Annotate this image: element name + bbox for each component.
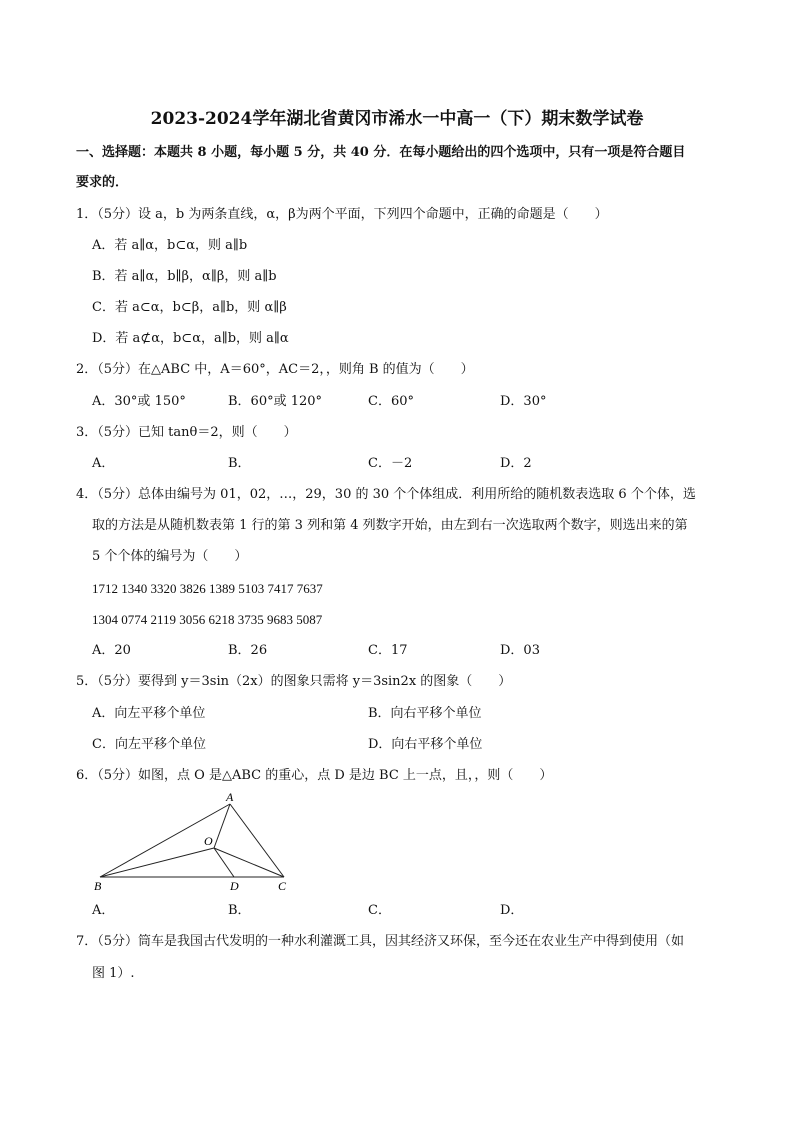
question-6-option-d: D． <box>500 903 524 918</box>
question-5-option-b: B．向右平移个单位 <box>368 706 482 721</box>
question-3-option-a: A． <box>92 456 115 471</box>
question-3-option-b: B． <box>228 456 251 471</box>
question-2-option-a: A．30°或 150° <box>92 394 186 409</box>
question-4-option-c: C．17 <box>368 643 408 658</box>
question-2-option-c: C．60° <box>368 394 414 409</box>
question-4-stem: 4．（5分）总体由编号为 01，02，…，29，30 的 30 个个体组成．利用所给的随机数表选取 6 个个体，选 <box>76 487 696 502</box>
question-4-option-d: D．03 <box>500 643 540 658</box>
question-7-stem: 7．（5分）筒车是我国古代发明的一种水利灌溉工具，因其经济又环保，至今还在农业生产中得到使用（如 <box>76 934 685 949</box>
question-6-option-b: B． <box>228 903 251 918</box>
question-5-option-d: D．向右平移个单位 <box>368 737 483 752</box>
label-point-a: A <box>226 790 234 804</box>
question-2-option-b: B．60°或 120° <box>228 394 323 409</box>
question-7-stem-cont: 图 1）. <box>92 966 135 981</box>
question-6-option-a: A． <box>92 903 115 918</box>
question-4-option-a: A．20 <box>92 643 131 658</box>
question-6-option-c: C． <box>368 903 391 918</box>
page-title: 2023-2024学年湖北省黄冈市浠水一中高一（下）期末数学试卷 <box>150 109 644 129</box>
question-2-stem: 2．（5分）在△ABC 中，A＝60°，AC＝2，，则角 B 的值为（ ） <box>76 362 474 377</box>
label-point-o: O <box>204 834 213 848</box>
segment-bo <box>100 848 214 877</box>
label-point-c: C <box>278 879 287 893</box>
label-point-d: D <box>230 879 239 893</box>
question-5-option-c: C．向左平移个单位 <box>92 737 206 752</box>
question-3-option-c: C．－2 <box>368 456 413 471</box>
question-3-stem: 3．（5分）已知 tanθ＝2，则（ ） <box>76 425 297 440</box>
section-instructions: 一、选择题：本题共 8 小题，每小题 5 分，共 40 分．在每小题给出的四个选项中，只有一项是符合题目 <box>76 145 686 160</box>
random-number-row-1: 1712 1340 3320 3826 1389 5103 7417 7637 <box>92 581 323 596</box>
question-4-option-b: B．26 <box>228 643 268 658</box>
question-1-stem: 1．（5分）设 a，b 为两条直线，α，β为两个平面，下列四个命题中，正确的命题是（ ） <box>76 207 608 222</box>
question-2-option-d: D．30° <box>500 394 547 409</box>
section-instructions-cont: 要求的． <box>76 175 129 190</box>
question-3-option-d: D．2 <box>500 456 532 471</box>
question-4-stem-cont2: 5 个个体的编号为（ ） <box>92 549 248 564</box>
question-6-stem: 6．（5分）如图，点 O 是△ABC 的重心，点 D 是边 BC 上一点，且，，则（ ） <box>76 768 553 783</box>
segment-oa <box>214 804 230 848</box>
label-point-b: B <box>94 879 102 893</box>
question-4-stem-cont: 取的方法是从随机数表第 1 行的第 3 列和第 4 列数字开始，由左到右一次选取两个数字，则选出来的第 <box>92 518 688 533</box>
triangle-diagram <box>92 790 292 896</box>
triangle-figure <box>92 790 292 896</box>
question-5-stem: 5．（5分）要得到 y＝3sin（2x）的图象只需将 y＝3sin2x 的图象（ ） <box>76 674 512 689</box>
question-1-option-a: A．若 a∥α，b⊂α，则 a∥b <box>92 238 248 253</box>
question-1-option-b: B．若 a∥α，b∥β，α∥β，则 a∥b <box>92 269 277 284</box>
question-5-option-a: A．向左平移个单位 <box>92 706 206 721</box>
question-1-option-c: C．若 a⊂α，b⊂β，a∥b，则 α∥β <box>92 300 287 315</box>
random-number-row-2: 1304 0774 2119 3056 6218 3735 9683 5087 <box>92 612 323 627</box>
question-1-option-d: D．若 a⊄α，b⊂α，a∥b，则 a∥α <box>92 331 289 346</box>
